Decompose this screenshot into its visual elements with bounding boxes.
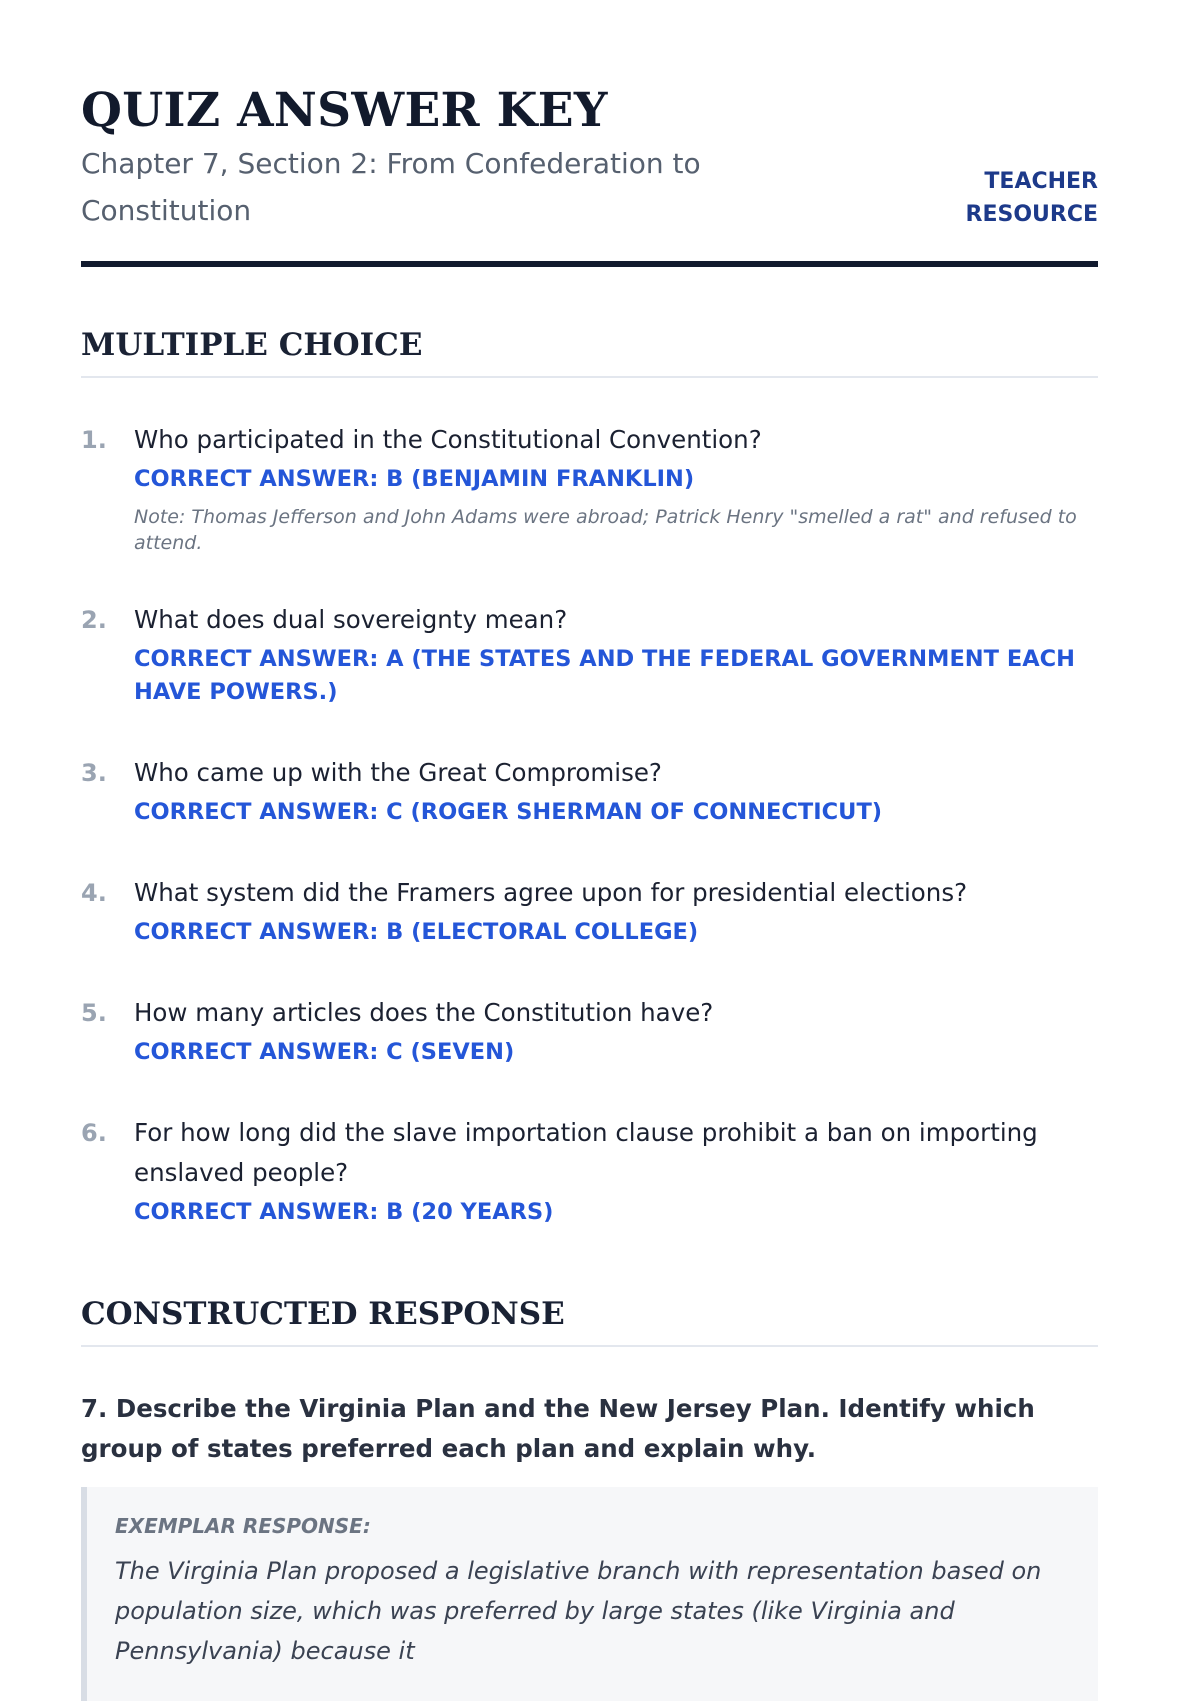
page-title: QUIZ ANSWER KEY [81, 83, 608, 138]
constructed-response-section [81, 1293, 1098, 1701]
document-header [81, 0, 1098, 267]
constructed-response-question: 7. Describe the Virginia Plan and the New Jersey Plan. Identify which group of states preferred each plan and explain why. [81, 1394, 1035, 1463]
question-number: 1. [81, 426, 107, 454]
question-item-1 [81, 420, 1098, 556]
exemplar-label: EXEMPLAR RESPONSE: [115, 1514, 371, 1538]
correct-answer: CORRECT ANSWER: A (THE STATES AND THE FEDERAL GOVERNMENT EACH HAVE POWERS.) [134, 646, 1075, 705]
question-item-5 [81, 993, 1098, 1069]
exemplar-text: The Virginia Plan proposed a legislative branch with representation based on population size, which was preferred by large states (like Virginia and Pennsylvania) because it [115, 1557, 1042, 1665]
teacher-resource-badge: TEACHER RESOURCE [965, 169, 1098, 227]
answer-note: Note: Thomas Jefferson and John Adams were abroad; Patrick Henry "smelled a rat" and refused to attend. [134, 506, 1077, 554]
question-text: How many articles does the Constitution have? [134, 998, 714, 1027]
question-item-4 [81, 873, 1098, 949]
question-number: 4. [81, 879, 107, 907]
question-item-2 [81, 600, 1098, 709]
multiple-choice-section [81, 324, 1098, 1229]
question-text: Who participated in the Constitutional Convention? [134, 425, 762, 454]
correct-answer: CORRECT ANSWER: C (SEVEN) [134, 1039, 515, 1065]
correct-answer: CORRECT ANSWER: C (ROGER SHERMAN OF CONNECTICUT) [134, 799, 883, 825]
section-heading-multiple-choice: MULTIPLE CHOICE [81, 324, 1098, 378]
question-item-6 [81, 1113, 1098, 1229]
question-text: What does dual sovereignty mean? [134, 605, 568, 634]
question-number: 2. [81, 606, 107, 634]
section-heading-constructed-response: CONSTRUCTED RESPONSE [81, 1293, 1098, 1347]
exemplar-response-box [81, 1487, 1098, 1701]
correct-answer: CORRECT ANSWER: B (ELECTORAL COLLEGE) [134, 919, 699, 945]
question-number: 5. [81, 999, 107, 1027]
page-subtitle: Chapter 7, Section 2: From Confederation to Constitution [81, 147, 701, 227]
question-text: What system did the Framers agree upon for presidential elections? [134, 878, 968, 907]
question-text: Who came up with the Great Compromise? [134, 758, 662, 787]
correct-answer: CORRECT ANSWER: B (20 YEARS) [134, 1199, 554, 1225]
question-text: For how long did the slave importation clause prohibit a ban on importing enslaved people? [134, 1118, 1038, 1187]
question-number: 6. [81, 1119, 107, 1147]
correct-answer: CORRECT ANSWER: B (BENJAMIN FRANKLIN) [134, 466, 695, 492]
question-item-3 [81, 753, 1098, 829]
question-number: 3. [81, 759, 107, 787]
question-list [81, 420, 1098, 1229]
